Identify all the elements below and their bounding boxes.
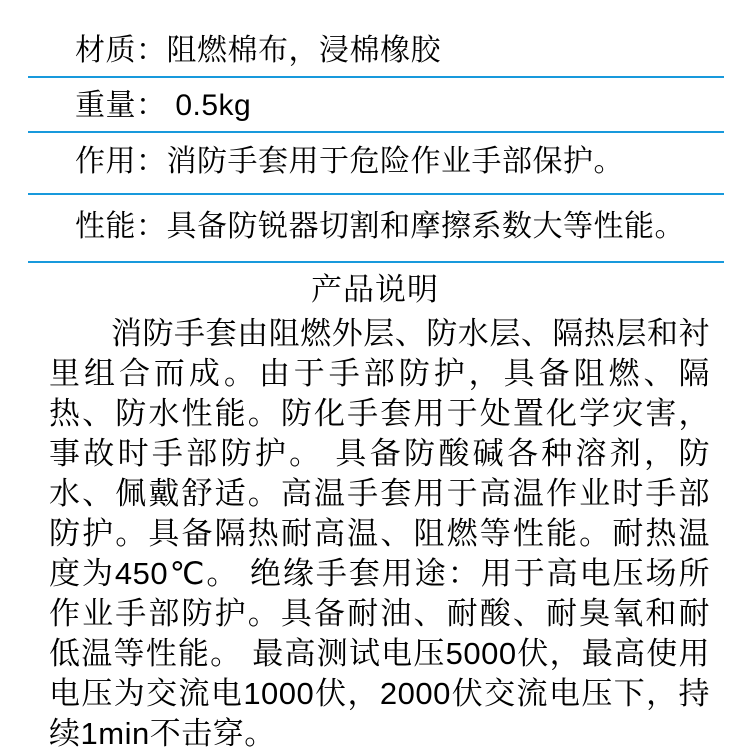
spec-list [0, 0, 750, 263]
spec-row-function [0, 133, 750, 193]
spec-function-text: 作用：消防手套用于危险作业手部保护。 [75, 145, 624, 178]
divider-line-4 [28, 261, 724, 263]
spec-weight-text: 重量： 0.5kg [75, 89, 252, 122]
spec-row-material [0, 0, 750, 76]
spec-performance-text: 性能：具备防锐器切割和摩擦系数大等性能。 [75, 210, 685, 243]
spec-row-weight [0, 78, 750, 131]
spec-row-performance [0, 195, 750, 261]
description-title: 产品说明 [311, 272, 439, 307]
description-body: 消防手套由阻燃外层、防水层、隔热层和衬里组合而成。由于手部防护，具备阻燃、隔热、防水性能。防化手套用于处置化学灾害，事故时手部防护。 具备防酸碱各种溶剂，防水、佩戴舒适。高温手套用于高温作业时手部防护。具备隔热耐高温、阻燃等性能。耐热温度为450℃。 绝缘手套用途：用于高电压场所作业手部防护。具备耐油、耐酸、耐臭氧和耐低温等性能。 最高测试电压5000伏，最高使用电压为交流电1000伏，2000伏交流电压下，持续1min不击穿。 [49, 316, 710, 750]
spec-material-text: 材质：阻燃棉布，浸棉橡胶 [75, 34, 441, 67]
